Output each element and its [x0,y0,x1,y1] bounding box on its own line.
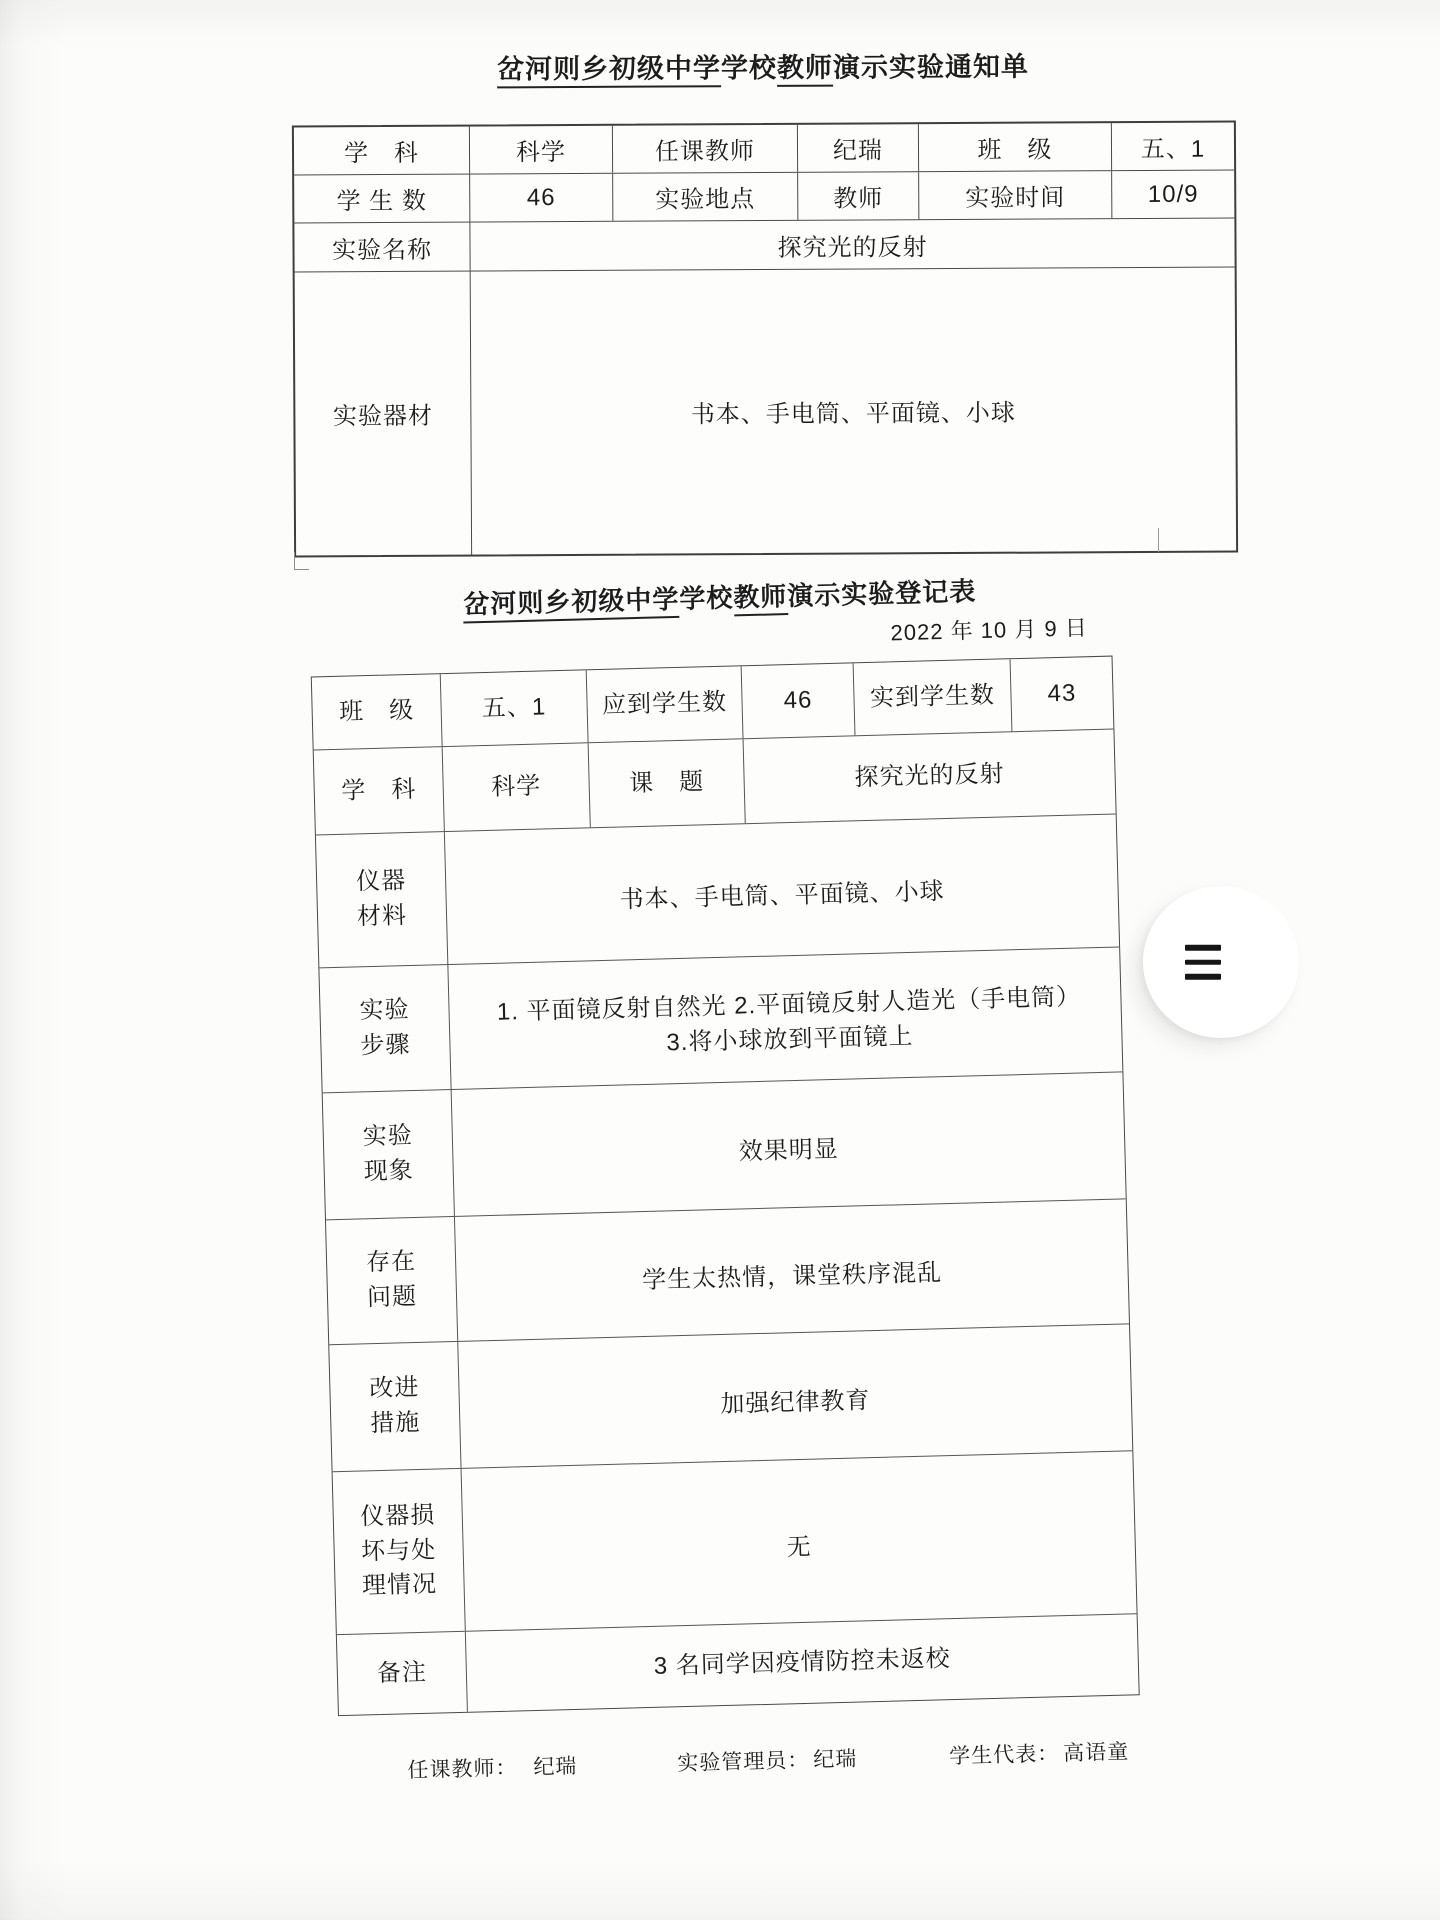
notice-row-2 [294,170,1234,223]
notice-experiment-name-value: 探究光的反射 [469,219,1234,271]
notice-title-school-name: 岔河则乡初级中学 [497,53,721,88]
notice-row-4 [295,267,1236,556]
notice-time-value: 10/9 [1111,171,1234,219]
register-title-teacher: 教师 [733,581,788,616]
register-steps-row [319,946,1122,1092]
register-phenomenon-value: 效果明显 [451,1072,1126,1216]
signature-teacher [407,1750,578,1784]
register-damage-row [333,1450,1137,1634]
notice-teacher-value: 纪瑞 [797,124,918,172]
register-topic-label: 课 题 [588,739,745,827]
register-steps-value: 1. 平面镜反射自然光 2.平面镜反射人造光（手电筒） 3.将小球放到平面镜上 [447,947,1122,1089]
signature-manager [677,1743,858,1778]
register-remarks-label: 备注 [376,1658,428,1687]
notice-form-title [293,44,1233,88]
notice-students-value: 46 [469,174,612,222]
signature-manager-label: 实验管理员： [677,1748,810,1776]
register-actual-students-value: 43 [1010,657,1114,732]
register-equipment-label: 仪器 材料 [355,867,408,931]
register-title-school-name: 岔河则乡初级中学 [463,584,680,624]
notice-class-value: 五、1 [1111,123,1234,171]
register-topic-value: 探究光的反射 [743,730,1116,824]
register-phenomenon-row [323,1071,1126,1219]
notice-time-label: 实验时间 [918,171,1111,219]
notice-form-table [292,121,1238,558]
notice-row-1 [294,123,1234,175]
notice-location-label: 实验地点 [612,173,797,221]
register-expected-students-value: 46 [741,663,855,738]
signature-teacher-label: 任课教师： [407,1756,518,1783]
register-form-block [264,567,1175,1788]
register-remarks-value: 3 名同学因疫情防控未返校 [465,1614,1139,1712]
register-title-campus: 学校 [678,582,734,614]
notice-title-rest: 演示实验通知单 [832,51,1030,83]
notice-location-value: 教师 [797,172,918,220]
register-problems-label: 存在 问题 [365,1248,418,1312]
register-problems-row [326,1198,1129,1344]
signature-manager-value: 纪瑞 [812,1747,858,1772]
register-expected-students-label: 应到学生数 [586,666,743,742]
page-corner-crop-mark [1158,528,1159,552]
page-corner-crop-mark [294,552,309,570]
notice-teacher-label: 任课教师 [612,125,797,173]
signature-representative-label: 学生代表： [948,1742,1060,1769]
notice-row-3 [294,218,1234,272]
hamburger-menu-icon [1185,945,1221,980]
register-improvement-row [329,1323,1132,1471]
register-damage-label: 仪器损 坏与处 理情况 [359,1501,438,1600]
notice-title-campus: 学校 [720,52,778,84]
notice-equipment-label: 实验器材 [332,402,433,431]
notice-equipment-value: 书本、手电筒、平面镜、小球 [470,268,1236,555]
register-class-value: 五、1 [440,670,588,746]
register-date: 2022 年 10 月 9 日 [890,615,1089,646]
notice-students-label: 学 生 数 [336,187,428,216]
notice-experiment-name-label: 实验名称 [331,236,433,264]
register-equipment-row [316,814,1119,968]
notice-subject-value: 科学 [469,126,612,174]
signature-representative [949,1735,1130,1770]
notice-title-teacher: 教师 [777,53,833,87]
notice-subject-label: 学 科 [343,139,420,168]
register-problems-value: 学生太热情，课堂秩序混乱 [454,1199,1129,1341]
register-form-table [311,656,1140,1717]
register-phenomenon-label: 实验 现象 [362,1122,415,1186]
signature-teacher-value: 纪瑞 [533,1754,578,1780]
signature-representative-value: 高语童 [1062,1740,1130,1766]
register-title-rest: 演示实验登记表 [786,576,977,612]
notice-class-label: 班 级 [918,123,1111,171]
floating-menu-button[interactable] [1143,886,1299,1038]
register-steps-label: 实验 步骤 [359,996,411,1060]
register-subject-value: 科学 [442,743,590,831]
register-subject-label: 学 科 [340,775,417,805]
register-equipment-value: 书本、手电筒、平面镜、小球 [444,815,1119,965]
register-actual-students-label: 实到学生数 [853,659,1012,735]
register-improvement-value: 加强纪律教育 [457,1324,1132,1468]
register-improvement-label: 改进 措施 [369,1374,421,1438]
register-class-label: 班 级 [338,696,415,726]
register-damage-value: 无 [461,1451,1137,1631]
